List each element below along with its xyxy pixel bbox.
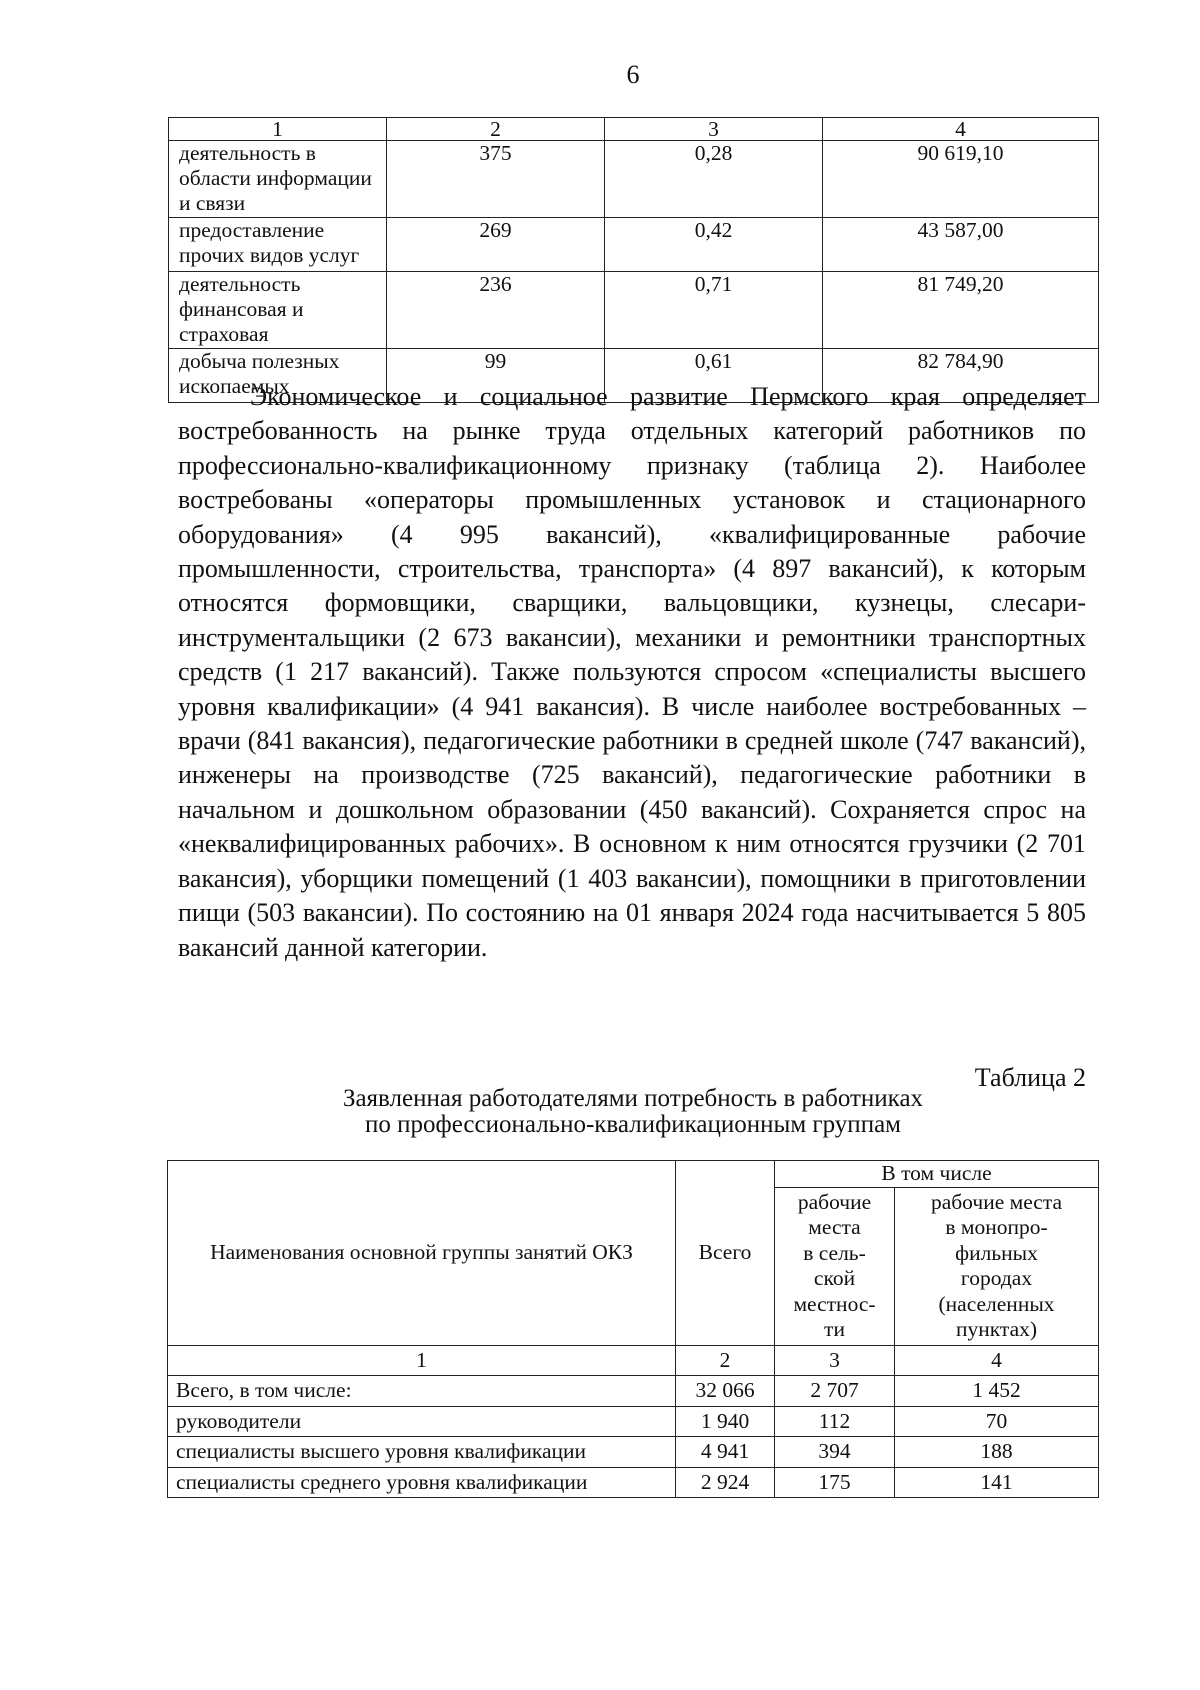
header-line: в монопро-: [945, 1215, 1048, 1239]
row-label: добыча полезных ископаемых: [169, 349, 387, 403]
header-line: фильных: [955, 1240, 1038, 1265]
occupation-demand-table: [167, 1160, 1099, 1498]
row-label: специалисты высшего уровня квалификации: [168, 1437, 676, 1468]
table-row: [168, 1376, 1099, 1407]
cell-total: 32 066: [676, 1376, 775, 1407]
header-including: В том числе: [775, 1161, 1099, 1188]
cell-value: 90 619,10: [823, 141, 1099, 218]
row-label: предоставление прочих видов услуг: [169, 218, 387, 272]
header-total: Всего: [676, 1161, 775, 1346]
column-number: 1: [169, 118, 387, 141]
column-number: 2: [676, 1345, 775, 1376]
table-row: [169, 218, 1099, 272]
header-rural-workplaces: [775, 1187, 895, 1345]
body-paragraph: Экономическое и социальное развитие Пермского края определяет востребованность на рынке труда отдельных категорий работников по профессионально-квалификационному признаку (таблица 2). Наиболее востребованы «операторы промышленных установок и стационарного оборудования» (4 995 вакансий), «квалифицированные рабочие промышленности, строительства, транспорта» (4 897 вакансий), к которым относятся формовщики, сварщики, вальцовщики, кузнецы, слесари-инструментальщики (2 673 вакансии), механики и ремонтники транспортных средств (1 217 вакансий). Также пользуются спросом «специалисты высшего уровня квалификации» (4 941 вакансия). В числе наиболее востребованных – врачи (841 вакансия), педагогические работники в средней школе (747 вакансий), инженеры на производстве (725 вакансий), педагогические работники в начальном и дошкольном образовании (450 вакансий). Сохраняется спрос на «неквалифицированных рабочих». В основном к ним относятся грузчики (2 701 вакансия), уборщики помещений (1 403 вакансии), помощники в приготовлении пищи (503 вакансии). По состоянию на 01 января 2024 года насчитывается 5 805 вакансий данной категории.: [178, 382, 1086, 962]
header-line: ской: [813, 1266, 856, 1290]
header-line: городах: [960, 1266, 1033, 1290]
cell-value: 236: [387, 272, 605, 349]
column-number: 1: [168, 1345, 676, 1376]
cell-value: 0,61: [605, 349, 823, 403]
cell-rural: 175: [775, 1467, 895, 1498]
column-number: 3: [775, 1345, 895, 1376]
header-line: ти: [824, 1317, 845, 1341]
industry-vacancy-table: [168, 117, 1099, 403]
row-label: Всего, в том числе:: [168, 1376, 676, 1407]
cell-value: 375: [387, 141, 605, 218]
table-caption: Таблица 2: [974, 1063, 1086, 1092]
table-row: [168, 1437, 1099, 1468]
column-number: 3: [605, 118, 823, 141]
table-title: [168, 1086, 1098, 1138]
table-header-row: [169, 118, 1099, 141]
cell-value: 269: [387, 218, 605, 272]
table-row: [168, 1467, 1099, 1498]
row-label: деятельность в области информации и связи: [169, 141, 387, 218]
cell-monotown: 70: [895, 1406, 1099, 1437]
table-row: [169, 141, 1099, 218]
header-line: рабочие места: [930, 1189, 1063, 1214]
row-label: руководители: [168, 1406, 676, 1437]
cell-total: 2 924: [676, 1467, 775, 1498]
table-title-line: по профессионально-квалификационным группам: [365, 1111, 901, 1138]
table-index-row: [168, 1345, 1099, 1376]
table-row: [169, 272, 1099, 349]
cell-value: 82 784,90: [823, 349, 1099, 403]
column-number: 4: [823, 118, 1099, 141]
row-label: специалисты среднего уровня квалификации: [168, 1467, 676, 1498]
header-line: в сель-: [803, 1240, 866, 1265]
column-number: 4: [895, 1345, 1099, 1376]
cell-monotown: 141: [895, 1467, 1099, 1498]
cell-rural: 394: [775, 1437, 895, 1468]
table-header-row: [168, 1161, 1099, 1188]
header-line: пунктах): [955, 1317, 1038, 1341]
cell-value: 0,71: [605, 272, 823, 349]
table-title-line: Заявленная работодателями потребность в работниках: [342, 1085, 924, 1112]
cell-value: 43 587,00: [823, 218, 1099, 272]
cell-value: 0,42: [605, 218, 823, 272]
cell-total: 1 940: [676, 1406, 775, 1437]
column-number: 2: [387, 118, 605, 141]
cell-value: 0,28: [605, 141, 823, 218]
cell-monotown: 188: [895, 1437, 1099, 1468]
header-line: рабочие: [797, 1189, 872, 1214]
cell-total: 4 941: [676, 1437, 775, 1468]
header-line: места: [808, 1215, 861, 1239]
cell-rural: 112: [775, 1406, 895, 1437]
cell-monotown: 1 452: [895, 1376, 1099, 1407]
cell-value: 99: [387, 349, 605, 403]
cell-value: 81 749,20: [823, 272, 1099, 349]
header-line: (населенных: [938, 1291, 1055, 1316]
header-monotown-workplaces: [895, 1187, 1099, 1345]
cell-rural: 2 707: [775, 1376, 895, 1407]
header-occupation-group: Наименования основной группы занятий ОКЗ: [168, 1161, 676, 1346]
page-number: 6: [626, 60, 640, 89]
row-label: деятельность финансовая и страховая: [169, 272, 387, 349]
header-line: местнос-: [793, 1291, 876, 1316]
table-row: [168, 1406, 1099, 1437]
